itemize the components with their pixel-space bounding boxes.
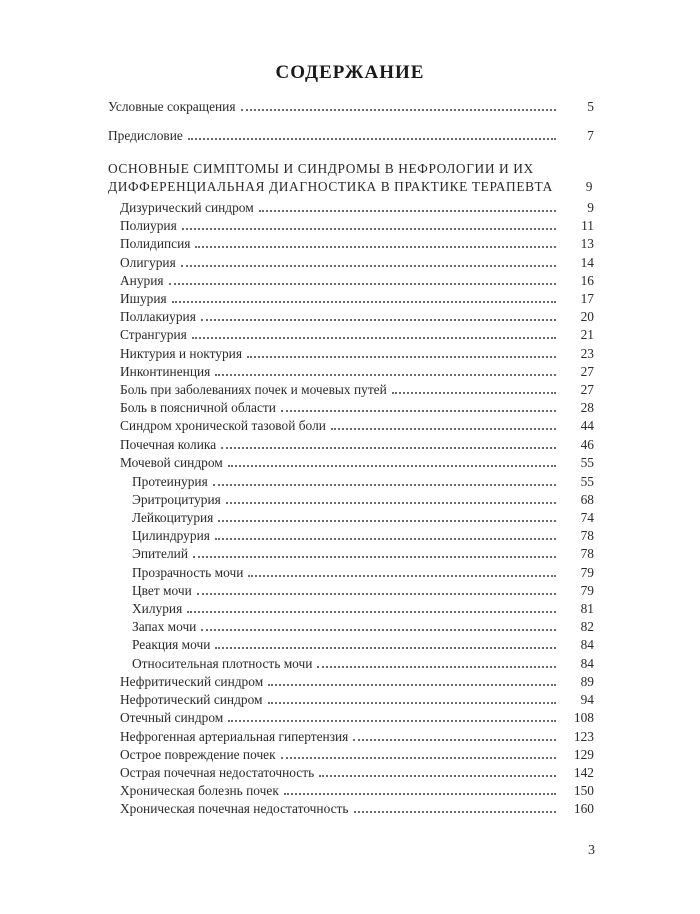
- toc-entry: [120, 216, 594, 234]
- toc-entry-page: 78: [580, 546, 594, 562]
- dot-leader: [192, 337, 556, 339]
- toc-entry-title: Эритроцитурия: [132, 491, 221, 507]
- toc-entry: [108, 126, 594, 144]
- toc-entry: [132, 490, 594, 508]
- dot-leader: [221, 447, 556, 449]
- toc-entry: [132, 544, 594, 562]
- toc-entry-title: Хилурия: [132, 600, 183, 616]
- dot-leader: [182, 228, 556, 230]
- toc-entry-page: 14: [580, 254, 594, 270]
- toc-entry-title: Реакция мочи: [132, 637, 211, 653]
- toc-entry-title: Полиурия: [120, 218, 177, 234]
- section-page-number: 9: [585, 179, 593, 194]
- dot-leader: [193, 556, 556, 558]
- toc-entry-page: 9: [587, 200, 594, 215]
- toc-entry: [108, 97, 594, 115]
- toc-entry-page: 142: [573, 765, 594, 780]
- toc-entry-page: 94: [580, 692, 594, 708]
- dot-leader: [247, 356, 556, 358]
- toc-entry-title: Поллакиурия: [120, 309, 196, 325]
- dot-leader: [215, 647, 556, 649]
- toc-entry-page: 16: [580, 272, 594, 288]
- toc-entry: [120, 453, 594, 471]
- toc-entry-title: Цвет мочи: [132, 582, 192, 598]
- toc-entry-title: Олигурия: [120, 254, 176, 270]
- toc-entry: [120, 435, 594, 453]
- toc-entry: [132, 563, 594, 581]
- toc-entry-page: 55: [580, 473, 594, 489]
- toc-entry-title: Нефротический синдром: [120, 692, 263, 708]
- toc-entry-title: Предисловие: [108, 128, 183, 143]
- toc-entry: [120, 745, 594, 763]
- dot-leader: [392, 392, 556, 394]
- dot-leader: [188, 138, 556, 140]
- toc-entry-title: Лейкоцитурия: [132, 509, 214, 525]
- toc-entry-title: Хроническая болезнь почек: [120, 783, 279, 799]
- toc-entry: [120, 307, 594, 325]
- toc-entry: [120, 727, 594, 745]
- toc-entry-title: Нефритический синдром: [120, 674, 264, 689]
- dot-leader: [169, 283, 556, 285]
- dot-leader: [268, 684, 556, 686]
- dot-leader: [284, 793, 556, 795]
- toc-entry-title: Синдром хронической тазовой боли: [120, 418, 326, 434]
- dot-leader: [181, 265, 556, 267]
- toc-entry-page: 11: [581, 218, 594, 234]
- toc-entry-title: Почечная колика: [120, 436, 217, 452]
- toc-entry: [120, 398, 594, 416]
- toc-entry: [132, 526, 594, 544]
- toc-entry-page: 13: [580, 236, 594, 252]
- toc-entry-title: Условные сокращения: [108, 99, 236, 114]
- toc-entry-page: 23: [580, 345, 594, 361]
- toc-entry: [120, 781, 594, 799]
- toc-entry: [132, 599, 594, 617]
- dot-leader: [281, 410, 556, 412]
- page-title: СОДЕРЖАНИЕ: [275, 62, 425, 83]
- toc-entry-page: 81: [580, 600, 594, 616]
- dot-leader: [226, 502, 556, 504]
- toc-entry-title: Боль в поясничной области: [120, 400, 276, 416]
- toc-entry-title: Странгурия: [120, 327, 187, 343]
- toc-entry-title: Мочевой синдром: [120, 454, 223, 470]
- toc-entry-page: 46: [580, 436, 594, 452]
- toc-entry-title: Хроническая почечная недостаточность: [120, 801, 349, 817]
- section-title-line2: ДИФФЕРЕНЦИАЛЬНАЯ ДИАГНОСТИКА В ПРАКТИКЕ ТЕРАПЕВТА: [108, 179, 553, 194]
- dot-leader: [353, 739, 556, 741]
- dot-leader: [201, 629, 556, 631]
- toc-entry-page: 27: [580, 363, 594, 379]
- toc-entry: [120, 234, 594, 252]
- folio-page-number: 3: [588, 843, 595, 858]
- toc-entry: [120, 271, 594, 289]
- toc-entry-title: Отечный синдром: [120, 710, 224, 726]
- toc-entry-title: Прозрачность мочи: [132, 564, 244, 580]
- toc-entry: [132, 581, 594, 599]
- dot-leader: [268, 702, 556, 704]
- toc-entry-page: 79: [580, 582, 594, 598]
- toc-entry: [132, 472, 594, 490]
- dot-leader: [241, 109, 557, 111]
- toc-entry-page: 84: [580, 637, 594, 653]
- toc-entry: [120, 253, 594, 271]
- section-heading: [108, 160, 593, 196]
- toc-entry-title: Запах мочи: [132, 619, 197, 635]
- toc-entry-title: Цилиндрурия: [132, 528, 210, 544]
- toc-entry: [120, 344, 594, 362]
- toc-entry-title: Боль при заболеваниях почек и мочевых путей: [120, 382, 387, 397]
- dot-leader: [317, 666, 556, 668]
- section-title-line1: ОСНОВНЫЕ СИМПТОМЫ И СИНДРОМЫ В НЕФРОЛОГИИ И ИХ: [108, 161, 534, 176]
- dot-leader: [215, 374, 556, 376]
- toc-entry-title: Полидипсия: [120, 236, 191, 252]
- dot-leader: [248, 575, 556, 577]
- toc-entry: [120, 763, 594, 781]
- toc-entry-page: 78: [580, 528, 594, 544]
- toc-entry-page: 129: [573, 746, 594, 762]
- toc-entry: [132, 635, 594, 653]
- toc-entry: [120, 325, 594, 343]
- toc-entry: [132, 654, 594, 672]
- dot-leader: [197, 593, 556, 595]
- toc-entry-title: Протеинурия: [132, 473, 208, 489]
- toc-entry-page: 160: [573, 801, 594, 817]
- dot-leader: [195, 246, 556, 248]
- toc-entry-title: Нефрогенная артериальная гипертензия: [120, 728, 349, 744]
- toc-entry-page: 7: [587, 128, 594, 143]
- toc-entry-page: 123: [573, 728, 594, 744]
- toc-entry-page: 79: [580, 564, 594, 580]
- toc-entry: [120, 708, 594, 726]
- toc-entry: [120, 672, 594, 690]
- toc-entry: [120, 362, 594, 380]
- toc-entry-page: 82: [580, 619, 594, 635]
- section-title-row: [108, 178, 593, 196]
- toc-entry-title: Анурия: [120, 272, 164, 288]
- toc-entry: [120, 799, 594, 817]
- toc-entry-page: 28: [580, 400, 594, 416]
- toc-entry-title: Острая почечная недостаточность: [120, 765, 315, 780]
- toc-entry-page: 89: [580, 674, 594, 689]
- toc-entry-title: Эпителий: [132, 546, 188, 562]
- dot-leader: [228, 465, 556, 467]
- dot-leader: [218, 520, 556, 522]
- dot-leader: [187, 611, 556, 613]
- dot-leader: [259, 210, 556, 212]
- toc-entry-title: Инконтиненция: [120, 363, 211, 379]
- toc-entry: [120, 289, 594, 307]
- toc-entry-page: 68: [580, 491, 594, 507]
- toc-entry-title: Никтурия и ноктурия: [120, 345, 242, 361]
- dot-leader: [201, 319, 556, 321]
- toc-entry: [120, 380, 594, 398]
- dot-leader: [354, 811, 557, 813]
- dot-leader: [331, 428, 556, 430]
- toc-entry-page: 84: [580, 655, 594, 671]
- toc-entry-page: 21: [580, 327, 594, 343]
- dot-leader: [228, 720, 556, 722]
- toc-entry: [120, 690, 594, 708]
- dot-leader: [215, 538, 556, 540]
- toc-entry-page: 150: [573, 783, 594, 799]
- toc-entry-page: 27: [580, 382, 594, 397]
- toc-entry-title: Дизурический синдром: [120, 200, 254, 215]
- toc-entry: [120, 198, 594, 216]
- toc-entry: [132, 508, 594, 526]
- toc-entry-page: 20: [580, 309, 594, 325]
- toc-entry-page: 44: [580, 418, 594, 434]
- toc-entry-page: 108: [573, 710, 594, 726]
- toc-entry: [132, 617, 594, 635]
- toc-entry-title: Относительная плотность мочи: [132, 655, 313, 671]
- toc-entry-page: 17: [580, 291, 594, 306]
- toc-entry-page: 74: [580, 509, 594, 525]
- dot-leader: [172, 301, 556, 303]
- toc-entry-title: Ишурия: [120, 291, 167, 306]
- dot-leader: [281, 757, 556, 759]
- toc-entry: [120, 416, 594, 434]
- toc-entry-title: Острое повреждение почек: [120, 746, 276, 762]
- toc-entry-page: 55: [580, 454, 594, 470]
- toc-entry-page: 5: [587, 99, 594, 114]
- dot-leader: [213, 484, 556, 486]
- dot-leader: [319, 775, 556, 777]
